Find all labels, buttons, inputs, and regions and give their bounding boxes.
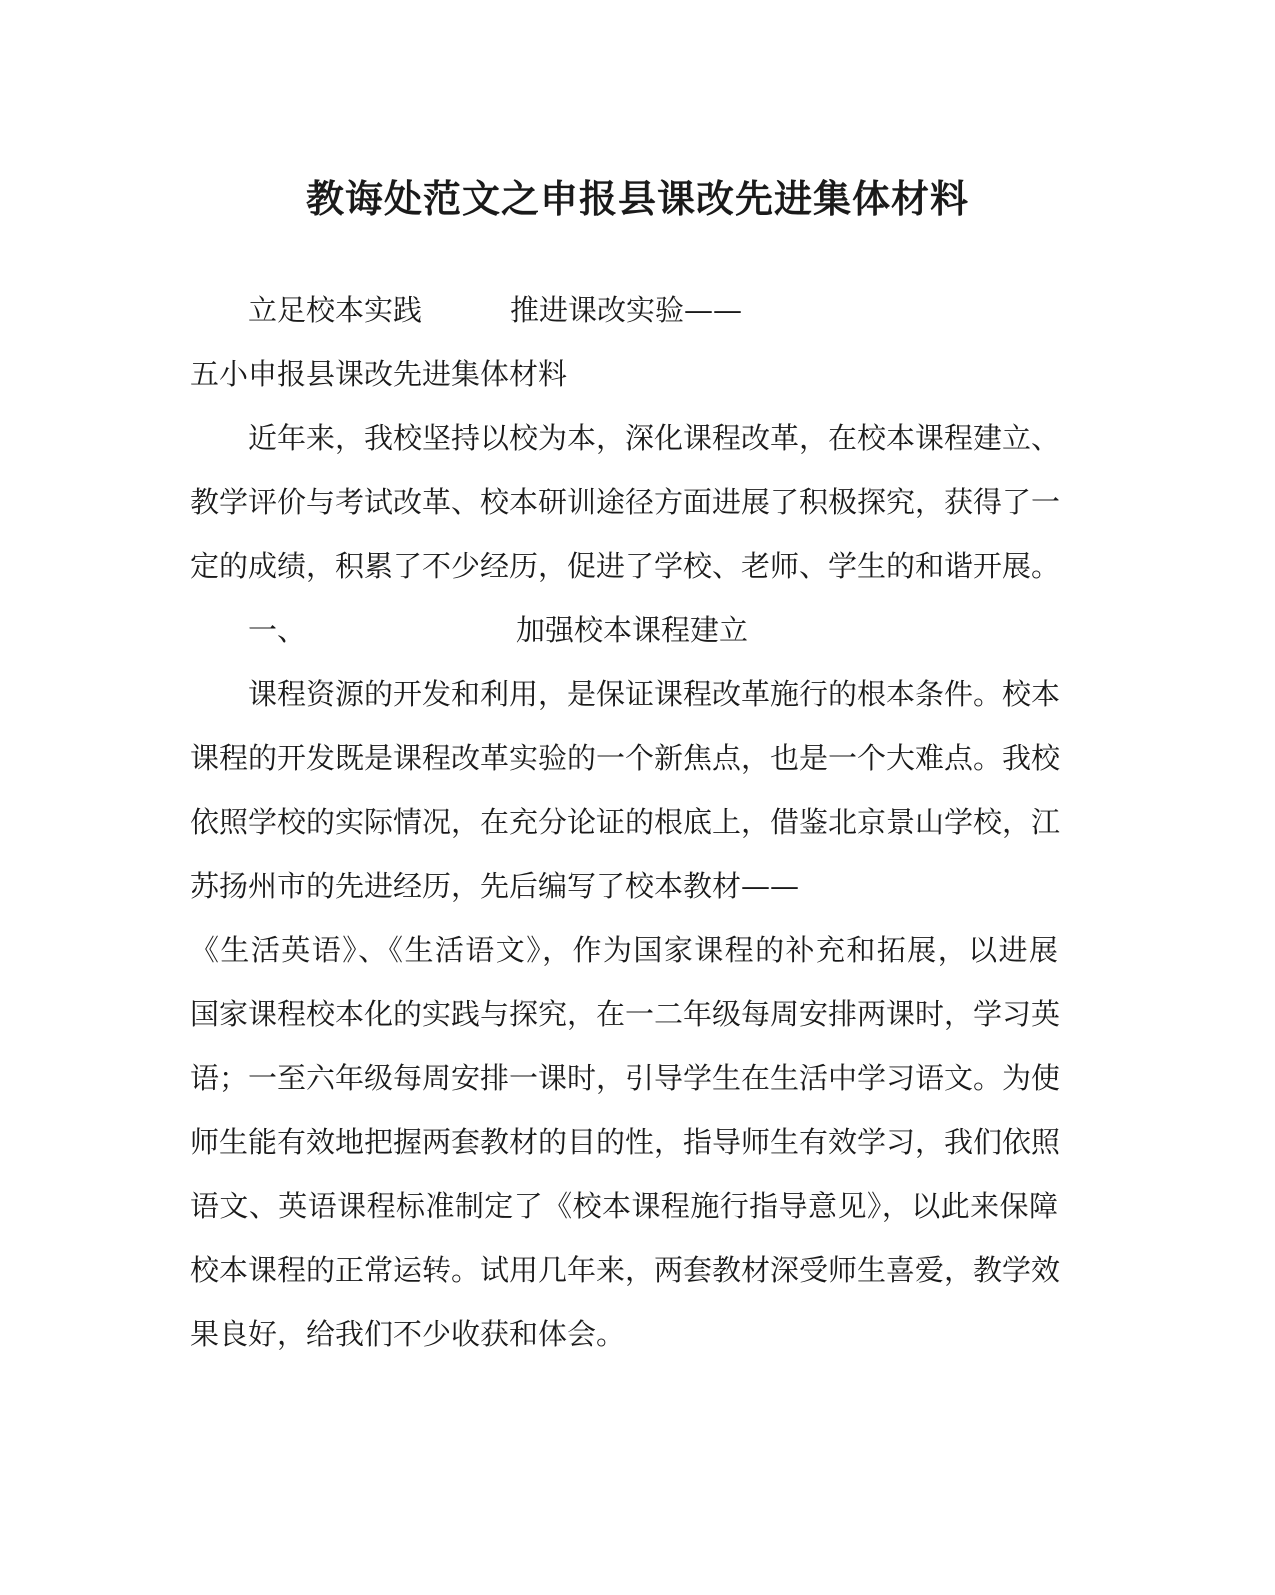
subtitle-part1: 立足校本实践: [248, 293, 423, 327]
paragraph-line: 课程的开发既是课程改革实验的一个新焦点，也是一个大难点。我校: [190, 741, 1061, 775]
subtitle-line: [190, 278, 1058, 342]
paragraph-line: 《生活英语》、《生活语文》，作为国家课程的补充和拓展，以进展: [190, 933, 1058, 967]
paragraph-line: 定的成绩，积累了不少经历，促进了学校、老师、学生的和谐开展。: [190, 549, 1061, 583]
paragraph-line: 师生能有效地把握两套教材的目的性，指导师生有效学习，我们依照: [190, 1125, 1061, 1159]
section-heading-text: 加强校本课程建立: [516, 613, 749, 647]
paragraph-line: 苏扬州市的先进经历，先后编写了校本教材——: [190, 869, 800, 903]
section-heading: [190, 598, 1058, 662]
subtitle-part2: 推进课改实验——: [510, 293, 743, 327]
paragraph-line: 课程资源的开发和利用，是保证课程改革施行的根本条件。校本: [248, 677, 1061, 711]
subtitle-line-2: 五小申报县课改先进集体材料: [190, 357, 568, 391]
document-title: 教诲处范文之申报县课改先进集体材料: [305, 176, 969, 221]
paragraph-line: 近年来，我校坚持以校为本，深化课程改革，在校本课程建立、: [248, 421, 1061, 455]
paragraph-line: 教学评价与考试改革、校本研训途径方面进展了积极探究，获得了一: [190, 485, 1061, 519]
paragraph-line: 依照学校的实际情况，在充分论证的根底上，借鉴北京景山学校，江: [190, 805, 1061, 839]
paragraph-line: 语；一至六年级每周安排一课时，引导学生在生活中学习语文。为使: [190, 1061, 1061, 1095]
section-number: 一、: [248, 613, 307, 647]
paragraph-line: 校本课程的正常运转。试用几年来，两套教材深受师生喜爱，教学效: [190, 1253, 1061, 1287]
paragraph-line: 国家课程校本化的实践与探究，在一二年级每周安排两课时，学习英: [190, 997, 1061, 1031]
paragraph-line: 果良好，给我们不少收获和体会。: [190, 1317, 626, 1351]
document-body: [190, 278, 1061, 1366]
paragraph-line: 语文、英语课程标准制定了《校本课程施行指导意见》，以此来保障: [190, 1189, 1058, 1223]
